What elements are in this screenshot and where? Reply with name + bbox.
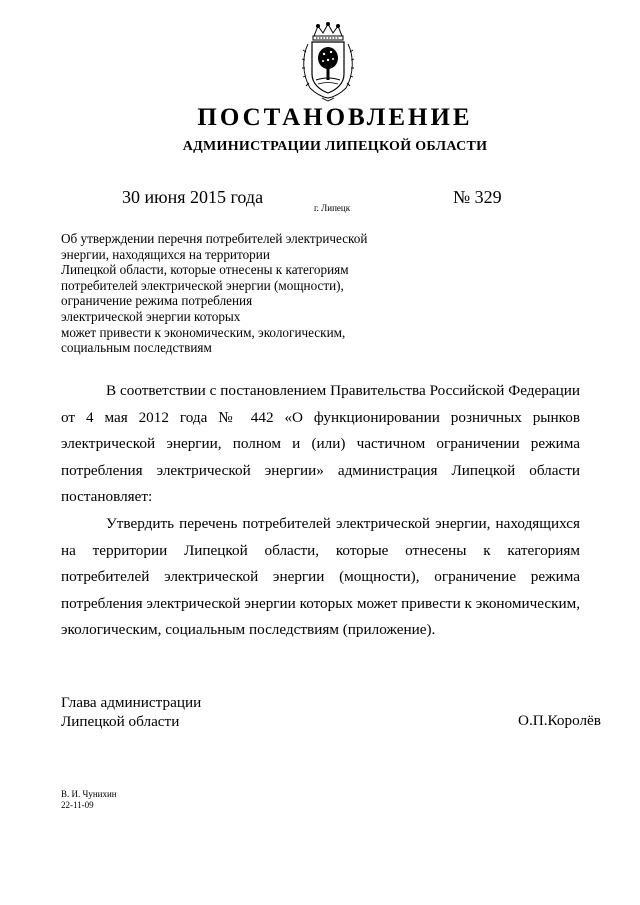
body-paragraph-resolution: Утвердить перечень потребителей электрической энергии, находящихся на территории Липецкой области, которые отнесены к категориям потребителей электрической энергии (мощности), ограничение режима потребления электрической энергии которых может привести к экономическим, экологическим, социальным последствиям (приложение).	[61, 515, 580, 639]
document-number: № 329	[453, 187, 502, 207]
document-subtitle: АДМИНИСТРАЦИИ ЛИПЕЦКОЙ ОБЛАСТИ	[182, 139, 488, 154]
subject-line: энергии, находящихся на территории	[61, 246, 270, 262]
executor-info	[61, 789, 117, 811]
coat-of-arms-icon	[300, 22, 356, 102]
subject-line: потребителей электрической энергии (мощности),	[61, 277, 344, 293]
signatory-position	[61, 693, 201, 731]
document-city: г. Липецк	[314, 203, 351, 213]
signatory-name: О.П.Королёв	[518, 712, 601, 729]
subject-line: может привести к экономическим, экологическим,	[61, 324, 346, 340]
signatory-position-line: Липецкой области	[61, 713, 180, 730]
executor-phone: 22-11-09	[61, 800, 94, 810]
signatory-position-line: Глава администрации	[61, 694, 202, 711]
executor-name: В. И. Чунихин	[61, 789, 117, 799]
document-date: 30 июня 2015 года	[122, 187, 264, 207]
document-subject	[61, 231, 381, 356]
subject-line: Липецкой области, которые отнесены к категориям	[61, 262, 349, 278]
subject-line: социальным последствиям	[61, 340, 212, 356]
document-title: ПОСТАНОВЛЕНИЕ	[197, 104, 473, 131]
subject-line: электрической энергии которых	[61, 308, 241, 324]
subject-line: ограничение режима потребления	[61, 293, 253, 309]
body-paragraph-preamble: В соответствии с постановлением Правительства Российской Федерации от 4 мая 2012 года № 442 «О функционировании розничных рынков электрической энергии, полном и (или) частичном ограничении режима потребления электрической энергии» администрация Липецкой области постановляет:	[61, 382, 580, 506]
subject-line: Об утверждении перечня потребителей электрической	[61, 231, 368, 246]
